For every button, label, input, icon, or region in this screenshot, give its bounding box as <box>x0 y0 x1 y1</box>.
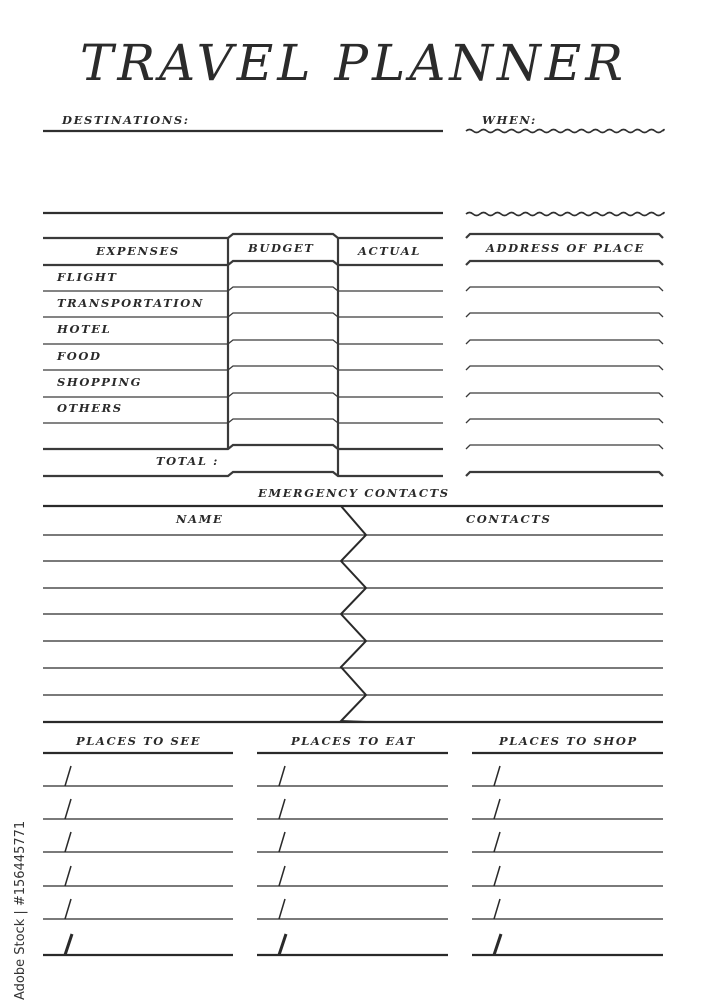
address-line <box>466 419 663 423</box>
list-tick-mark <box>279 899 285 919</box>
page-title: TRAVEL PLANNER <box>80 34 627 92</box>
address-line <box>466 340 663 344</box>
expense-row-label: TRANSPORTATION <box>57 296 204 310</box>
expenses-table-top <box>43 234 443 238</box>
destinations-label: DESTINATIONS: <box>62 113 190 127</box>
places-to-eat-header: PLACES TO EAT <box>291 734 416 748</box>
expenses-total-line <box>43 445 443 449</box>
list-tick-mark <box>279 866 285 886</box>
places-to-shop-header: PLACES TO SHOP <box>499 734 638 748</box>
contacts-header: CONTACTS <box>466 512 552 526</box>
address-line <box>466 445 663 449</box>
expenses-row-line <box>43 366 443 370</box>
budget-header: BUDGET <box>248 241 315 255</box>
when-label: WHEN: <box>482 113 537 127</box>
list-tick-mark <box>279 766 285 786</box>
list-tick-mark <box>279 799 285 819</box>
expenses-row-line <box>43 419 443 423</box>
name-header: NAME <box>176 512 224 526</box>
expense-row-label: HOTEL <box>57 322 112 336</box>
list-tick-mark <box>65 832 71 852</box>
list-tick-mark <box>494 799 500 819</box>
list-tick-mark <box>65 799 71 819</box>
address-header-top <box>466 234 663 238</box>
emergency-contacts-title: EMERGENCY CONTACTS <box>258 486 450 500</box>
expense-row-label: OTHERS <box>57 401 123 415</box>
address-of-place-header: ADDRESS OF PLACE <box>486 241 645 255</box>
list-tick-mark <box>65 866 71 886</box>
address-line <box>466 366 663 370</box>
list-tick-mark <box>65 934 72 955</box>
list-tick-mark <box>65 899 71 919</box>
expenses-table-header-line <box>43 261 443 265</box>
expenses-table-bottom <box>43 472 443 476</box>
when-wave-line <box>466 213 664 216</box>
address-line <box>466 287 663 291</box>
expenses-header: EXPENSES <box>96 244 180 258</box>
expense-row-label: FLIGHT <box>57 270 118 284</box>
places-to-see-header: PLACES TO SEE <box>76 734 202 748</box>
expenses-row-line <box>43 393 443 397</box>
address-line <box>466 313 663 317</box>
expenses-row-line <box>43 340 443 344</box>
when-wave-line <box>466 130 664 133</box>
expense-row-label: FOOD <box>57 349 102 363</box>
list-tick-mark <box>494 866 500 886</box>
total-label: TOTAL : <box>156 454 219 468</box>
address-header-bottom <box>466 261 663 265</box>
list-tick-mark <box>494 766 500 786</box>
list-tick-mark <box>494 934 501 955</box>
list-tick-mark <box>279 934 286 955</box>
list-tick-mark <box>65 766 71 786</box>
expenses-row-line <box>43 313 443 317</box>
address-line <box>466 472 663 476</box>
side-stock-id: Adobe Stock | #156445771 <box>13 820 28 1000</box>
actual-header: ACTUAL <box>358 244 421 258</box>
expenses-row-line <box>43 287 443 291</box>
list-tick-mark <box>279 832 285 852</box>
expense-row-label: SHOPPING <box>57 375 142 389</box>
list-tick-mark <box>494 899 500 919</box>
list-tick-mark <box>494 832 500 852</box>
address-line <box>466 393 663 397</box>
